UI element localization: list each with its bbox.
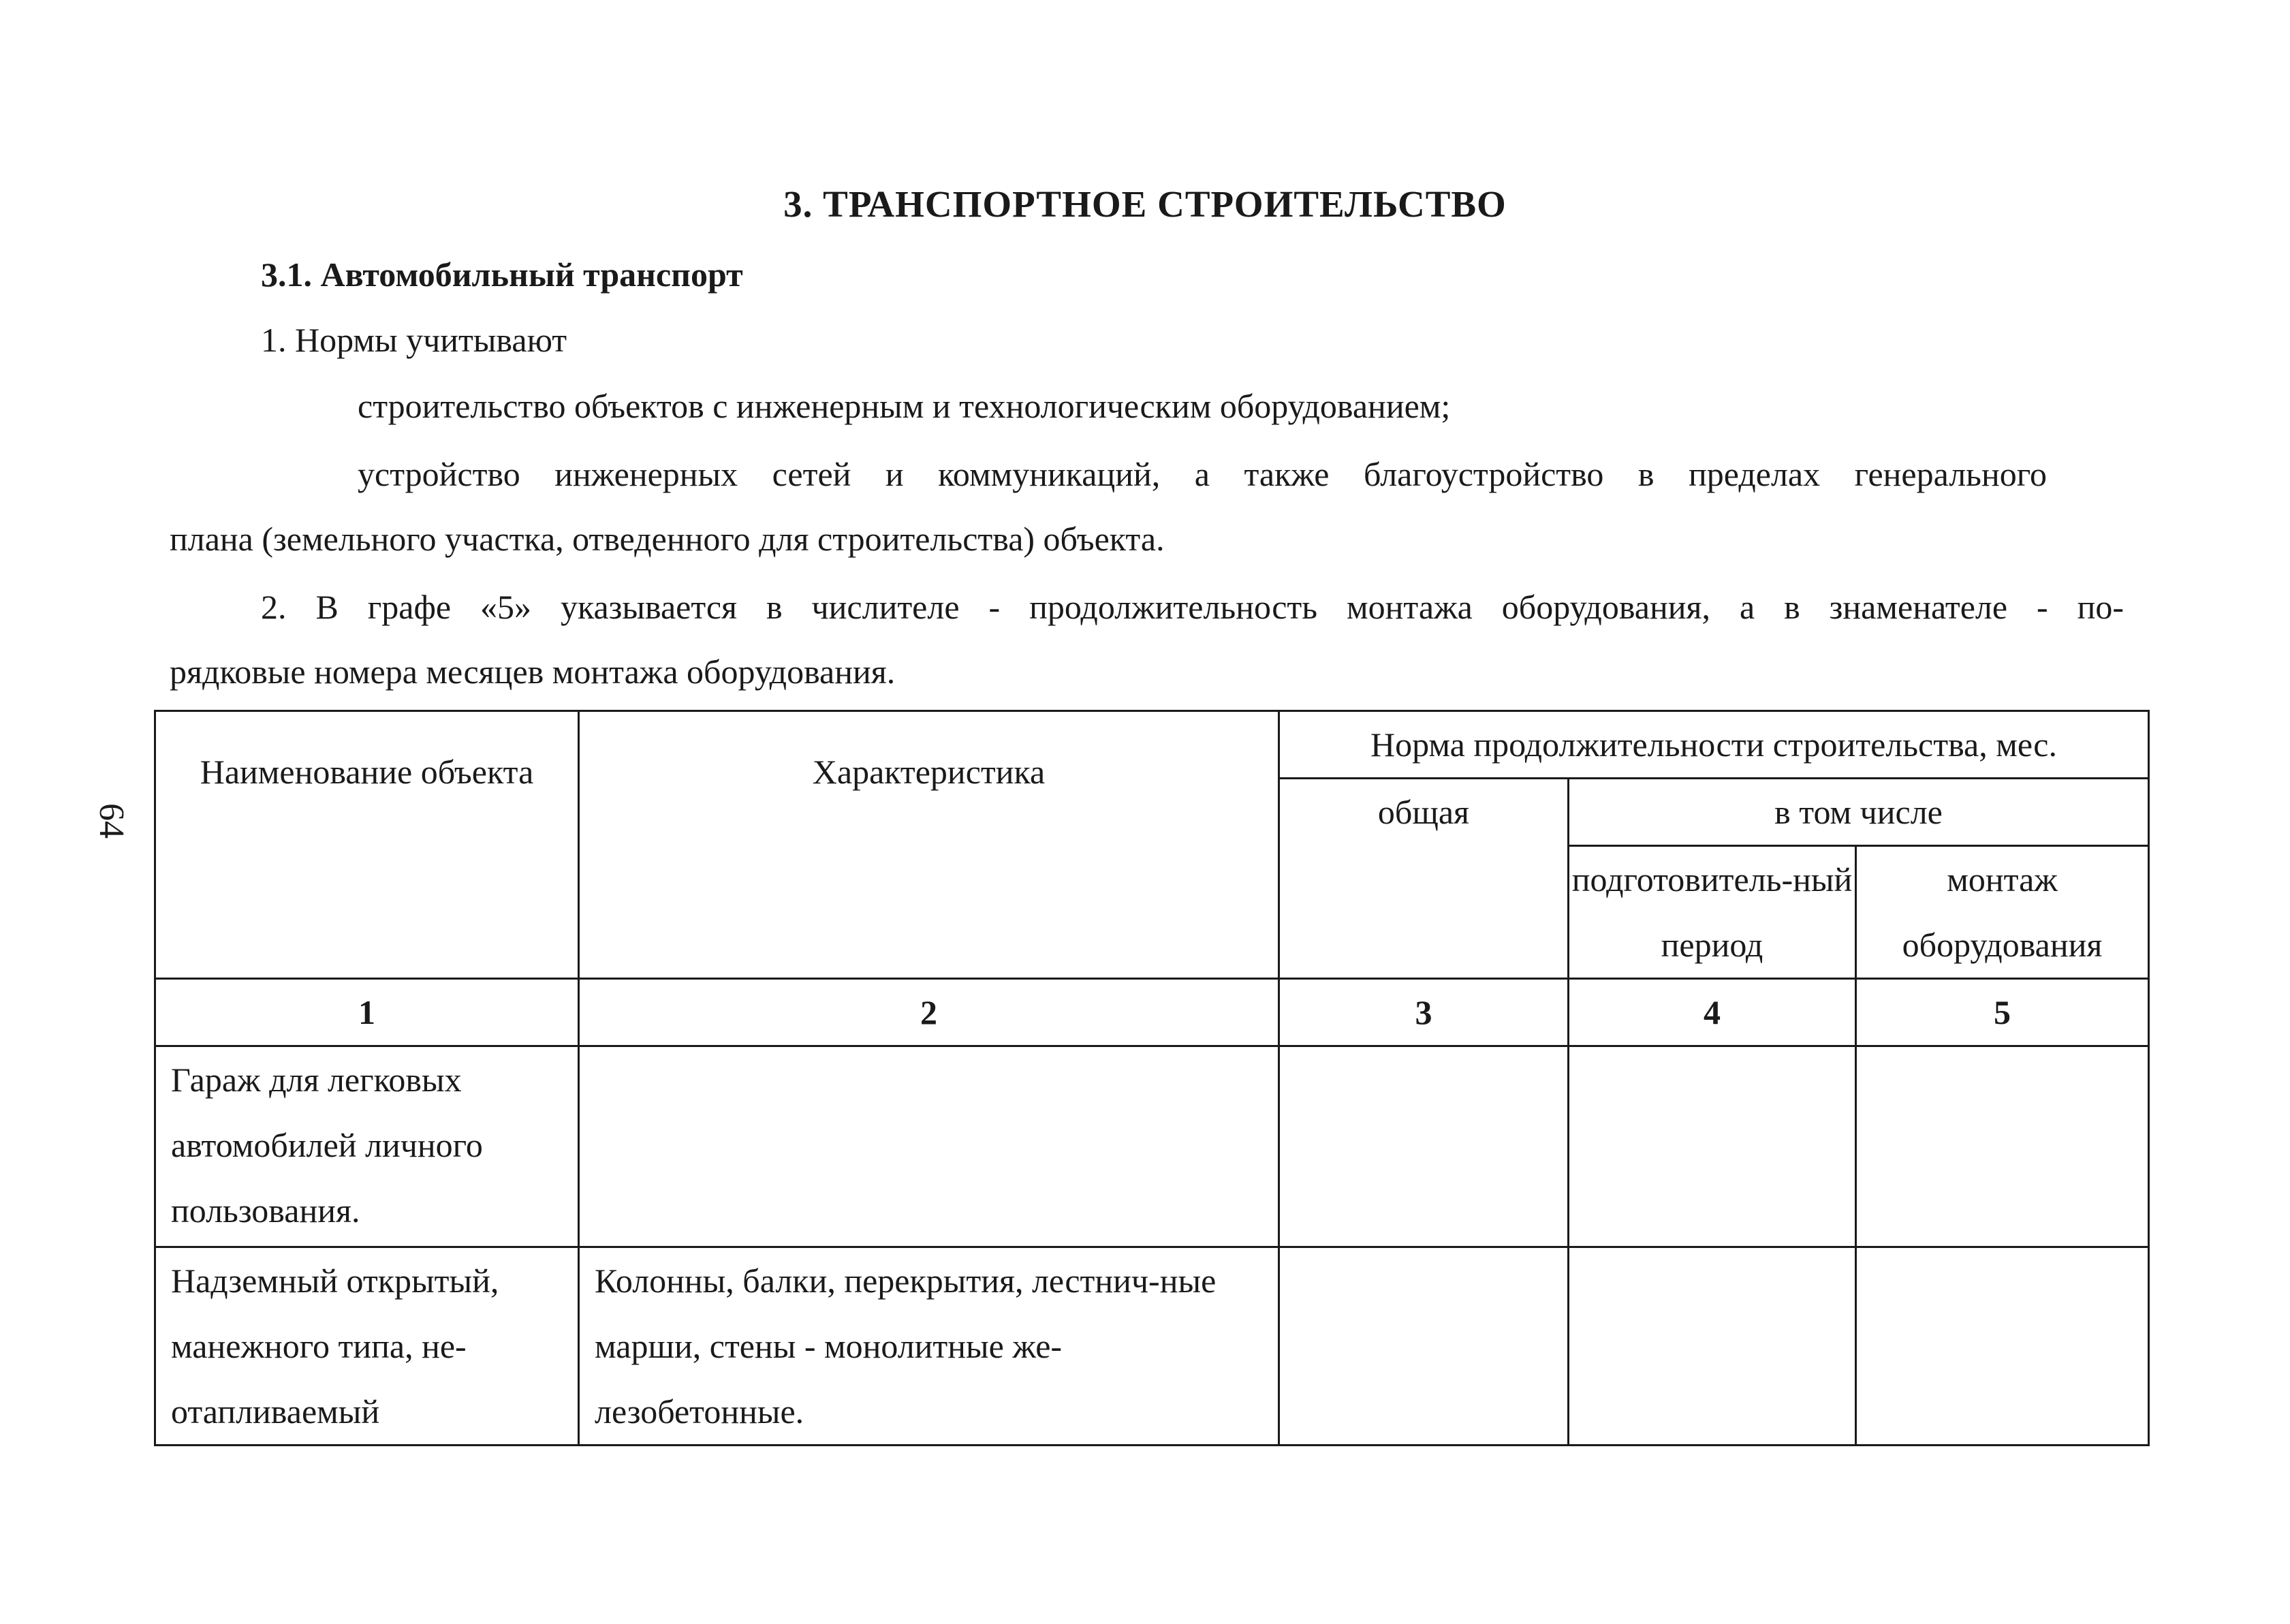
header-general: общая	[1279, 779, 1569, 979]
cell-preparatory	[1569, 1247, 1856, 1446]
table-row	[155, 1247, 2149, 1446]
norms-item-1: 1. Нормы учитывают	[261, 321, 567, 359]
subsection-title: 3.1. Автомобильный транспорт	[261, 255, 743, 294]
section-title: 3. ТРАНСПОРТНОЕ СТРОИТЕЛЬСТВО	[783, 183, 1507, 225]
construction-norms-table	[154, 710, 2150, 1446]
header-norm: Норма продолжительности строительства, мес.	[1279, 711, 2149, 779]
cell-general	[1279, 1247, 1569, 1446]
header-equipment: монтаж оборудования	[1856, 846, 2149, 979]
norms-bullet-2-line-2: плана (земельного участка, отведенного для строительства) объекта.	[170, 520, 1165, 558]
cell-name: Надземный открытый, манежного типа, не-отапливаемый	[155, 1247, 579, 1446]
cell-characteristic: Колонны, балки, перекрытия, лестнич-ные марши, стены - монолитные же-лезобетонные.	[579, 1247, 1279, 1446]
page-number: 64	[92, 803, 131, 839]
norms-bullet-2-line-1: устройство инженерных сетей и коммуникаций, а также благоустройство в пределах генерального	[358, 455, 2047, 493]
column-number-4: 4	[1569, 979, 1856, 1046]
column-number-1: 1	[155, 979, 579, 1046]
norms-item-2-line-1: 2. В графе «5» указывается в числителе - продолжительность монтажа оборудования, а в знаменателе - по-	[261, 588, 2124, 626]
column-number-3: 3	[1279, 979, 1569, 1046]
cell-general	[1279, 1046, 1569, 1247]
cell-characteristic	[579, 1046, 1279, 1247]
cell-preparatory	[1569, 1046, 1856, 1247]
column-number-5: 5	[1856, 979, 2149, 1046]
header-preparatory: подготовитель-ный период	[1569, 846, 1856, 979]
header-name: Наименование объекта	[155, 711, 579, 979]
column-number-2: 2	[579, 979, 1279, 1046]
cell-equipment	[1856, 1046, 2149, 1247]
header-including: в том числе	[1569, 779, 2149, 846]
cell-name: Гараж для легковых автомобилей личного пользования.	[155, 1046, 579, 1247]
table-row	[155, 1046, 2149, 1247]
cell-equipment	[1856, 1247, 2149, 1446]
norms-item-2-line-2: рядковые номера месяцев монтажа оборудования.	[170, 653, 896, 691]
norms-bullet-1: строительство объектов с инженерным и технологическим оборудованием;	[358, 387, 1451, 425]
header-characteristic: Характеристика	[579, 711, 1279, 979]
